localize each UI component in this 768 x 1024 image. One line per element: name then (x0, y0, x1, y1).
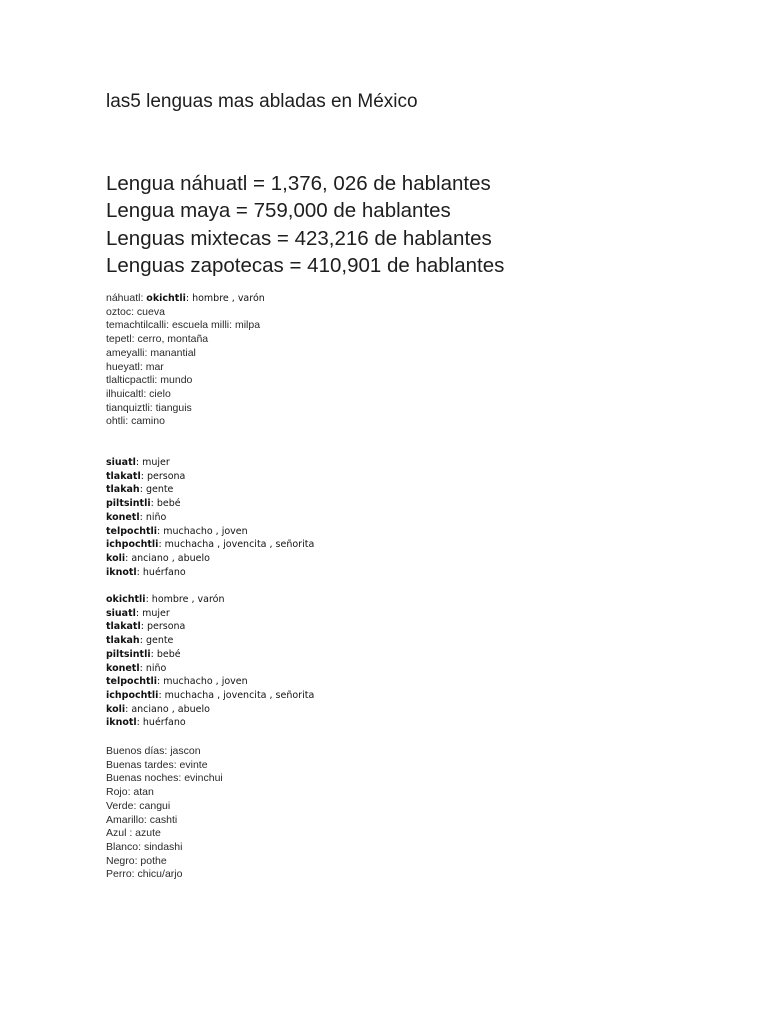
term: telpochtli (106, 525, 158, 537)
definition: hombre , varón (151, 594, 225, 605)
term-row: koli: anciano , abuelo (106, 552, 210, 564)
term-row: iknotl: huérfano (106, 717, 186, 729)
term: konetl (106, 662, 140, 674)
term: tlakatl (106, 470, 141, 482)
term-row: siuatl: mujer (106, 457, 170, 468)
term-row: piltsintli: bebé (106, 498, 181, 510)
people-vocabulary-list-2 (106, 593, 314, 730)
term: iknotl (106, 566, 137, 578)
term: ichpochtli (106, 689, 159, 701)
definition: persona (146, 470, 186, 482)
term: iknotl (106, 717, 137, 729)
phrase-line: Amarillo: cashti (106, 813, 178, 826)
vocab-line: temachtilcalli: escuela milli: milpa (106, 319, 261, 332)
phrase-line: Verde: cangui (106, 799, 171, 812)
term: siuatl (106, 607, 136, 619)
term: tlakah (106, 635, 140, 647)
vocab-definition: hombre , varón (192, 293, 265, 304)
vocab-sep: : (185, 293, 193, 304)
term-row: telpochtli: muchacho , joven (106, 676, 248, 688)
definition: huérfano (142, 717, 186, 729)
language-line: Lenguas zapotecas = 410,901 de hablantes (106, 253, 505, 277)
term-row: telpochtli: muchacho , joven (106, 525, 248, 537)
vocab-line-first (106, 292, 265, 306)
vocab-line: tepetl: cerro, montaña (106, 333, 209, 346)
definition: gente (145, 484, 174, 496)
term-row: iknotl: huérfano (106, 566, 186, 578)
vocab-prefix: náhuatl: (106, 292, 147, 304)
term: piltsintli (106, 648, 151, 660)
language-line: Lenguas mixtecas = 423,216 de hablantes (106, 226, 492, 250)
definition: huérfano (142, 566, 186, 578)
term: tlakah (106, 484, 140, 496)
definition: muchacha , jovencita , señorita (164, 539, 315, 551)
vocab-line: ohtli: camino (106, 415, 165, 428)
vocab-line: ilhuicaltl: cielo (106, 387, 171, 400)
term-row: ichpochtli: muchacha , jovencita , señorita (106, 539, 315, 551)
phrase-line: Buenas noches: evinchui (106, 772, 223, 785)
term-row: piltsintli: bebé (106, 648, 181, 660)
term-row: tlakatl: persona (106, 470, 186, 482)
term-row: okichtli: hombre , varón (106, 594, 225, 605)
term: koli (106, 703, 126, 715)
language-line: Lengua náhuatl = 1,376, 026 de hablantes (106, 172, 491, 195)
phrase-line: Buenos días: jascon (106, 745, 201, 757)
term-row: konetl: niño (106, 662, 167, 674)
phrase-line: Azul : azute (106, 827, 161, 840)
term: ichpochtli (106, 539, 159, 551)
definition: mujer (142, 607, 170, 619)
term-row: tlakah: gente (106, 635, 174, 647)
phrase-line: Blanco: sindashi (106, 840, 183, 853)
phrases-and-colors-list (106, 745, 223, 882)
definition: bebé (156, 648, 181, 660)
definition: muchacho , joven (163, 525, 248, 537)
definition: niño (145, 662, 167, 674)
term: koli (106, 552, 126, 564)
definition: mujer (142, 457, 170, 468)
language-line: Lengua maya = 759,000 de hablantes (106, 199, 451, 223)
term-row: ichpochtli: muchacha , jovencita , señorita (106, 689, 315, 701)
phrase-line: Rojo: atan (106, 786, 154, 799)
vocab-line: tianquiztli: tianguis (106, 401, 192, 414)
term: piltsintli (106, 498, 151, 510)
definition: anciano , abuelo (131, 703, 210, 715)
vocab-line: oztoc: cueva (106, 305, 165, 318)
term-row: konetl: niño (106, 511, 167, 523)
term-row: siuatl: mujer (106, 607, 170, 619)
vocab-line: hueyatl: mar (106, 360, 164, 373)
phrase-line: Buenas tardes: evinte (106, 758, 208, 771)
definition: gente (145, 635, 174, 647)
definition: anciano , abuelo (131, 552, 210, 564)
term-row: tlakatl: persona (106, 621, 186, 633)
vocab-line: ameyalli: manantial (106, 346, 196, 359)
definition: muchacha , jovencita , señorita (164, 689, 315, 701)
term-row: koli: anciano , abuelo (106, 703, 210, 715)
document-title: las5 lenguas mas abladas en México (106, 91, 418, 112)
term: siuatl (106, 457, 136, 468)
language-list (106, 170, 504, 279)
definition: bebé (156, 498, 181, 510)
phrase-line: Perro: chicu/arjo (106, 868, 183, 881)
nahuatl-vocabulary-list (106, 292, 265, 429)
phrase-line: Negro: pothe (106, 854, 167, 867)
term: okichtli (106, 594, 146, 605)
definition: persona (146, 621, 186, 633)
people-vocabulary-list-1 (106, 456, 314, 579)
term: telpochtli (106, 676, 158, 688)
definition: niño (145, 511, 167, 523)
term-row: tlakah: gente (106, 484, 174, 496)
vocab-line: tlalticpactli: mundo (106, 374, 193, 387)
vocab-term: okichtli (146, 293, 186, 304)
term: konetl (106, 511, 140, 523)
definition: muchacho , joven (163, 676, 248, 688)
term: tlakatl (106, 621, 141, 633)
